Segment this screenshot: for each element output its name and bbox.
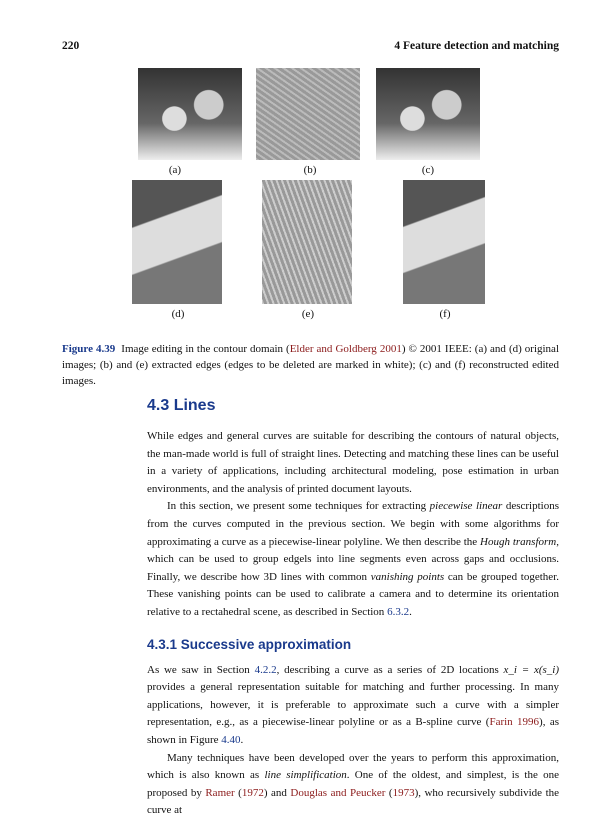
citation-link[interactable]: 1972 <box>241 786 264 799</box>
citation-link[interactable]: Farin 1996 <box>489 716 540 729</box>
citation-link[interactable]: Ramer <box>205 786 235 799</box>
figure-ref: Figure 4.39 <box>62 343 116 355</box>
caption-text: ) © 2001 IEEE: (a) and (d) original images; (b) and (e) extracted edges (edges to be deleted are marked in white); (c) and (f) reconstructed edited images. <box>62 343 560 387</box>
citation-link[interactable]: 1973 <box>392 786 415 799</box>
paragraph <box>147 428 559 622</box>
paragraph: As we saw in Section 4.2.2, describing a curve as a series of 2D locations x_i = x(s_i) provides a general representation suitable for matching and further processing. In many applications, however, it is preferable to approximate such a curve with a simpler representation, e.g., as a piecewise-linear polyline or as a B-spline curve (Farin 1996), as shown in Figure 4.40. <box>147 663 559 746</box>
label-e: (e) <box>301 308 315 320</box>
section-link[interactable]: 4.2.2 <box>254 663 277 676</box>
paragraph <box>147 662 559 820</box>
paragraph: Many techniques have been developed over the years to perform this approximation, which is also known as line simplification. One of the oldest, and simplest, is the one proposed by Ramer (1972) and Douglas and Peucker (1973), who recursively subdivide the curve at <box>147 751 560 817</box>
section-link[interactable]: 6.3.2 <box>387 605 410 618</box>
page-number: 220 <box>62 40 80 52</box>
image-e-edges-building <box>262 180 352 304</box>
label-d: (d) <box>171 308 185 320</box>
figure-caption <box>62 341 559 389</box>
image-a-original-couple <box>138 68 242 160</box>
subsection-heading: 4.3.1 Successive approximation <box>147 636 352 652</box>
image-d-original-building <box>132 180 222 304</box>
math-formula: x_i = x(s_i) <box>503 663 559 676</box>
citation-link[interactable]: Elder and Goldberg 2001 <box>289 343 402 355</box>
body-text-column <box>147 396 559 820</box>
caption-text: Image editing in the contour domain ( <box>121 343 290 355</box>
paragraph: In this section, we present some techniques for extracting piecewise linear descriptions from the curves computed in the previous section. We begin with some algorithms for approximating a curve as a piecewise-linear polyline. We then describe the Hough transform, which can be used to group edgels into line segments even across gaps and occlusions. Finally, we describe how 3D lines with common vanishing points can be grouped together. These vanishing points can be used to calibrate a camera and to determine its orientation relative to a rectahedral scene, as described in Section 6.3.2. <box>147 500 559 618</box>
image-b-edges-couple <box>256 68 360 160</box>
citation-link[interactable]: Douglas and Peucker <box>290 786 386 799</box>
label-b: (b) <box>303 164 317 176</box>
label-c: (c) <box>421 164 435 176</box>
label-a: (a) <box>168 164 182 176</box>
image-c-edited-couple <box>376 68 480 160</box>
figure-link[interactable]: 4.40 <box>221 733 241 746</box>
paragraph-text: While edges and general curves are suitable for describing the contours of natural objects, the man-made world is full of straight lines. Detecting and matching these lines can be useful in a variety of applications, including architectural modeling, pose estimation in urban environments, and the analysis of printed document layouts. <box>147 430 559 495</box>
section-heading: 4.3 Lines <box>147 397 216 414</box>
running-header: 4 Feature detection and matching <box>394 40 559 52</box>
image-f-edited-building <box>403 180 485 304</box>
label-f: (f) <box>439 308 451 320</box>
